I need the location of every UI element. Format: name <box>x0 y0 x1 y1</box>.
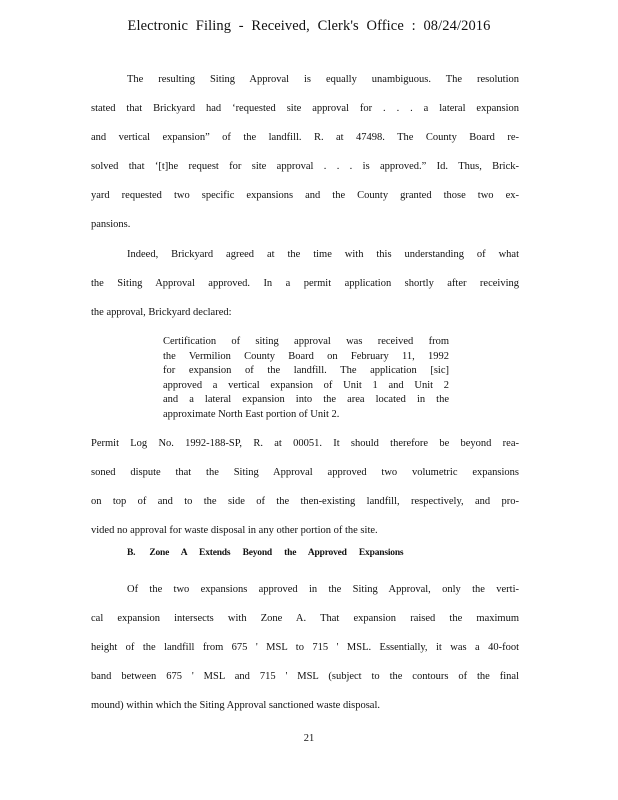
text-line: on top of and to the side of the then-existing landfill, respectively, and pro- <box>91 496 519 507</box>
text-line: Permit Log No. 1992-188-SP, R. at 00051. It should therefore be beyond rea- <box>91 438 519 449</box>
quote-line: approximate North East portion of Unit 2. <box>163 408 340 420</box>
text-line: pansions. <box>91 219 131 230</box>
text-line: and vertical expansion” of the landfill. R. at 47498. The County Board re- <box>91 132 519 143</box>
text-line: mound) within which the Siting Approval sanctioned waste disposal. <box>91 700 381 711</box>
quote-line: for expansion of the landfill. The application [sic] <box>163 365 449 377</box>
text-line: yard requested two specific expansions and the County granted those two ex- <box>91 190 519 201</box>
text-line: The resulting Siting Approval is equally unambiguous. The resolution <box>127 74 519 85</box>
text-line: vided no approval for waste disposal in any other portion of the site. <box>91 525 378 536</box>
section-title: Zone A Extends Beyond the Approved Expansions <box>149 548 404 558</box>
quote-line: Certification of siting approval was received from <box>163 336 449 347</box>
text-line: band between 675 ' MSL and 715 ' MSL (subject to the contours of the final <box>91 671 519 682</box>
paragraph-1 <box>91 65 519 239</box>
section-letter: B. <box>127 548 136 558</box>
text-line: solved that ‘[t]he request for site approval . . . is approved.” Id. Thus, Brick- <box>91 161 519 172</box>
text-line: soned dispute that the Siting Approval approved two volumetric expansions <box>91 467 519 478</box>
paragraph-4 <box>91 575 519 720</box>
block-quote <box>163 335 449 423</box>
text-line: stated that Brickyard had ‘requested site approval for . . . a lateral expansion <box>91 103 519 114</box>
paragraph-3 <box>91 429 519 545</box>
page-number: 21 <box>303 733 315 744</box>
filing-header: Electronic Filing - Received, Clerk's Office : 08/24/2016 <box>127 18 491 34</box>
paragraph-2 <box>91 240 519 327</box>
text-line: height of the landfill from 675 ' MSL to 715 ' MSL. Essentially, it was a 40-foot <box>91 642 519 653</box>
section-heading <box>127 548 417 558</box>
text-line: the Siting Approval approved. In a permit application shortly after receiving <box>91 278 519 289</box>
text-line: cal expansion intersects with Zone A. That expansion raised the maximum <box>91 613 519 624</box>
text-line: Indeed, Brickyard agreed at the time with this understanding of what <box>127 249 519 260</box>
text-line: the approval, Brickyard declared: <box>91 307 232 318</box>
text-line: Of the two expansions approved in the Siting Approval, only the verti- <box>127 584 519 595</box>
quote-line: the Vermilion County Board on February 11, 1992 <box>163 350 449 362</box>
quote-line: approved a vertical expansion of Unit 1 and Unit 2 <box>163 379 449 391</box>
quote-line: and a lateral expansion into the area located in the <box>163 394 449 406</box>
